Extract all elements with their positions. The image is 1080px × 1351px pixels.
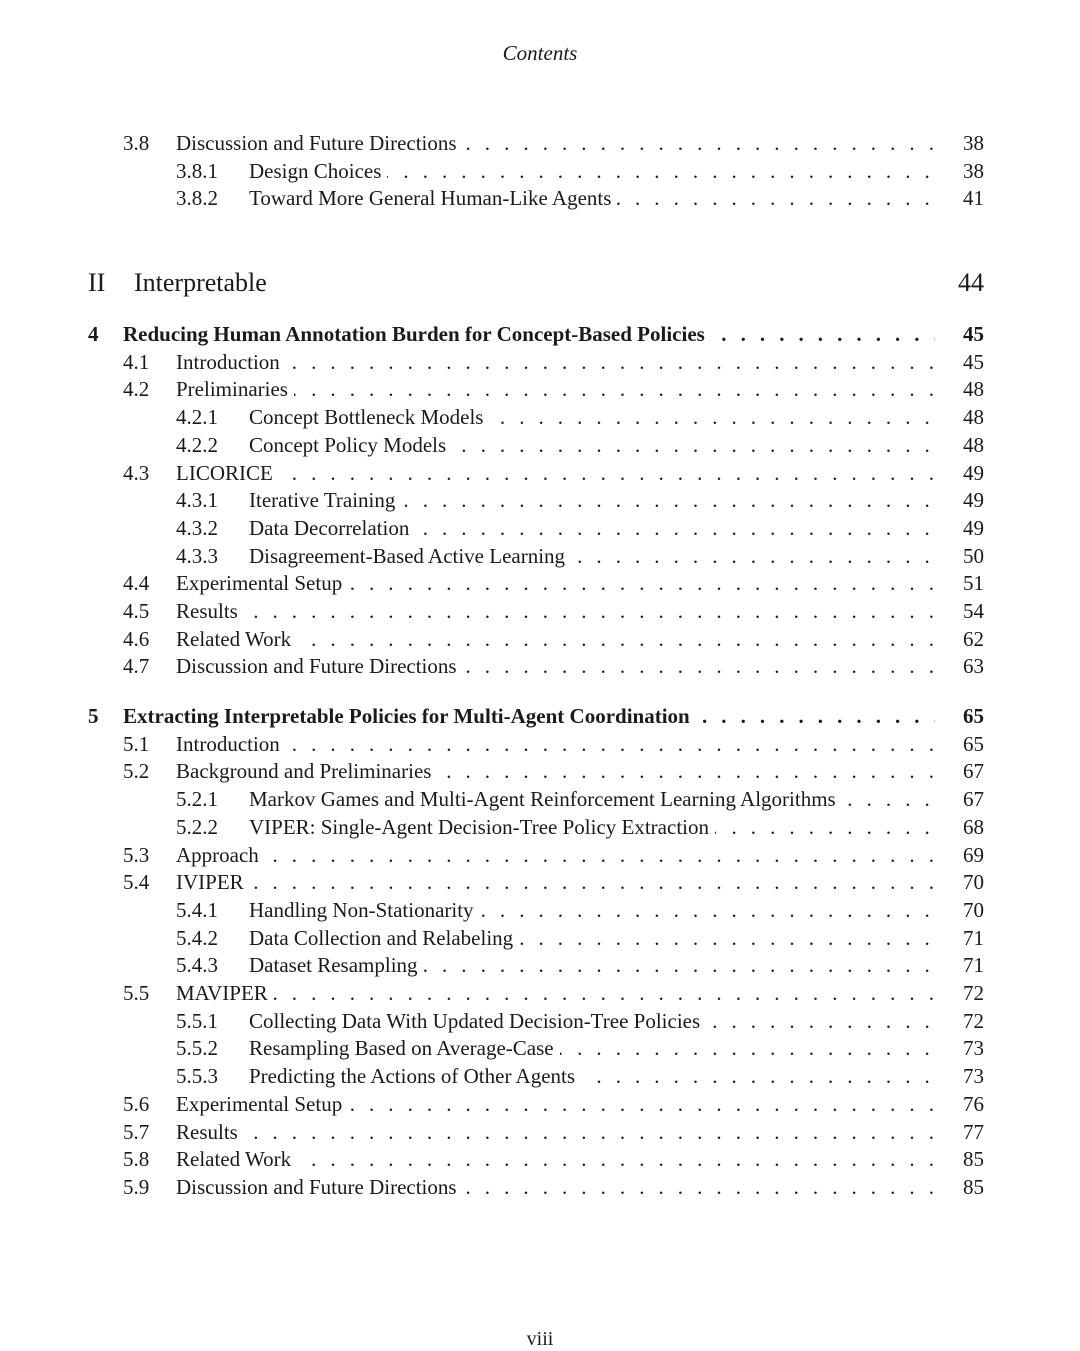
toc-entry-title: Toward More General Human-Like Agents <box>249 186 617 210</box>
toc-entry-title: Predicting the Actions of Other Agents <box>249 1064 581 1088</box>
toc-entry-title-with-leader-dots <box>249 813 935 841</box>
toc-entry-number: 4.3 <box>123 460 150 485</box>
toc-entry-page-number: 67 <box>963 787 984 812</box>
toc-entry-title-with-leader-dots <box>176 1145 935 1173</box>
toc-entry-page-number: 48 <box>963 377 984 402</box>
toc-entry-page-number: 38 <box>963 131 984 155</box>
toc-entry-title-with-leader-dots <box>176 730 935 758</box>
toc-entry-number: 5.1 <box>123 731 150 756</box>
toc-entry-page-number: 48 <box>963 405 984 430</box>
toc-entry-title: Introduction <box>176 350 286 374</box>
toc-entry-number: 4.2 <box>123 377 150 402</box>
toc-entry-number: 5.5.2 <box>176 1036 218 1061</box>
toc-entry-title-with-leader-dots <box>176 1090 935 1118</box>
toc-section-entry[interactable] <box>0 459 1080 487</box>
toc-entry-page-number: 54 <box>963 599 984 623</box>
toc-entry-title-with-leader-dots <box>249 403 935 431</box>
toc-entry-page-number: 65 <box>963 704 984 728</box>
toc-entry-page-number: 72 <box>963 981 984 1005</box>
toc-entry-title-with-leader-dots <box>176 1118 935 1146</box>
toc-entry-title-with-leader-dots <box>249 431 935 459</box>
toc-subsection-entry[interactable] <box>0 924 1080 952</box>
toc-subsection-entry[interactable] <box>0 1034 1080 1062</box>
toc-entry-title-with-leader-dots <box>176 652 935 680</box>
toc-entry-title: Concept Bottleneck Models <box>249 405 489 429</box>
toc-entry-title-with-leader-dots <box>176 375 935 403</box>
toc-entry-page-number: 72 <box>963 1008 984 1033</box>
toc-entry-number: 5.5.1 <box>176 1008 218 1033</box>
toc-entry-title: Resampling Based on Average-Case <box>249 1036 560 1060</box>
toc-entry-page-number: 48 <box>963 432 984 457</box>
part-title: Interpretable <box>134 268 267 297</box>
toc-entry-title: Experimental Setup <box>176 571 348 595</box>
toc-entry-title-with-leader-dots <box>176 597 935 625</box>
toc-entry-page-number: 73 <box>963 1064 984 1089</box>
toc-entry-title-with-leader-dots <box>249 896 935 924</box>
toc-entry-number: 5.2 <box>123 759 150 784</box>
toc-entry-page-number: 71 <box>963 925 984 950</box>
toc-section-entry[interactable] <box>0 625 1080 653</box>
toc-chapter-entry[interactable] <box>0 702 1080 730</box>
toc-entry-page-number: 68 <box>963 814 984 839</box>
toc-entry-title: Results <box>176 599 244 623</box>
toc-entry-title: Collecting Data With Updated Decision-Tree Policies <box>249 1009 706 1033</box>
page-folio: viii <box>526 1328 554 1350</box>
toc-entry-number: 4.5 <box>123 599 150 623</box>
toc-section-entry[interactable] <box>0 1145 1080 1173</box>
toc-entry-title: Results <box>176 1120 244 1144</box>
toc-entry-number: 5.8 <box>123 1147 150 1172</box>
toc-entry-number: 5.5 <box>123 981 150 1005</box>
toc-entry-title-with-leader-dots <box>249 951 935 979</box>
toc-entry-title-with-leader-dots <box>249 1007 935 1035</box>
toc-entry-number: 4.3.2 <box>176 515 218 540</box>
toc-entry-title-with-leader-dots <box>176 625 935 653</box>
toc-entry-number: 5.4.1 <box>176 897 218 922</box>
toc-entry-number: 5.7 <box>123 1119 150 1144</box>
toc-chapter-entry[interactable] <box>0 320 1080 348</box>
toc-entry-title: Iterative Training <box>249 488 401 512</box>
toc-subsection-entry[interactable] <box>0 542 1080 570</box>
toc-entry-title: IVIPER <box>176 870 250 894</box>
toc-entry-number: 4.3.3 <box>176 543 218 568</box>
toc-entry-title: Reducing Human Annotation Burden for Concept-Based Policies <box>123 322 711 346</box>
toc-entry-number: 4.2.1 <box>176 405 218 430</box>
toc-entry-page-number: 77 <box>963 1119 984 1144</box>
toc-entry-title: Design Choices <box>249 159 387 183</box>
toc-entry-page-number: 45 <box>963 322 984 346</box>
toc-section-entry[interactable] <box>0 757 1080 785</box>
running-head: Contents <box>502 41 578 65</box>
toc-entry-title: Concept Policy Models <box>249 433 452 457</box>
toc-section-entry[interactable] <box>0 1173 1080 1201</box>
toc-entry-page-number: 85 <box>963 1147 984 1172</box>
toc-subsection-entry[interactable] <box>0 514 1080 542</box>
toc-entry-number: 5.4.3 <box>176 953 218 978</box>
toc-entry-page-number: 65 <box>963 731 984 756</box>
toc-entry-page-number: 49 <box>963 460 984 485</box>
toc-entry-number: 4.1 <box>123 349 150 374</box>
toc-entry-number: 4.2.2 <box>176 432 218 457</box>
toc-entry-number: 4.6 <box>123 626 150 651</box>
toc-entry-title-with-leader-dots <box>176 757 935 785</box>
toc-subsection-entry[interactable] <box>0 431 1080 459</box>
part-page-number: 44 <box>958 268 984 297</box>
toc-entry-page-number: 85 <box>963 1174 984 1199</box>
toc-entry-page-number: 62 <box>963 626 984 651</box>
part-heading[interactable] <box>0 266 1080 300</box>
toc-entry-page-number: 76 <box>963 1091 984 1116</box>
toc-subsection-entry[interactable] <box>0 157 1080 185</box>
toc-entry-title: Handling Non-Stationarity <box>249 898 480 922</box>
toc-section-entry[interactable] <box>0 375 1080 403</box>
toc-subsection-entry[interactable] <box>0 184 1080 212</box>
toc-entry-page-number: 45 <box>963 349 984 374</box>
toc-entry-title-with-leader-dots <box>249 514 935 542</box>
toc-section-entry[interactable] <box>0 569 1080 597</box>
toc-section-entry[interactable] <box>0 597 1080 625</box>
toc-entry-page-number: 71 <box>963 953 984 978</box>
toc-entry-title: Extracting Interpretable Policies for Multi-Agent Coordination <box>123 704 696 728</box>
toc-entry-title: Discussion and Future Directions <box>176 1175 463 1199</box>
part-number: II <box>88 268 106 297</box>
toc-entry-title: MAVIPER <box>176 981 274 1005</box>
toc-entry-title: Discussion and Future Directions <box>176 654 463 678</box>
toc-entry-title: Introduction <box>176 732 286 756</box>
toc-entry-title-with-leader-dots <box>249 157 935 185</box>
toc-entry-number: 5.6 <box>123 1091 150 1116</box>
toc-entry-number: 5.5.3 <box>176 1064 218 1089</box>
toc-entry-title: Experimental Setup <box>176 1092 348 1116</box>
toc-section-entry[interactable] <box>0 730 1080 758</box>
toc-entry-title-with-leader-dots <box>176 348 935 376</box>
toc-entry-number: 5.4.2 <box>176 925 218 950</box>
toc-subsection-entry[interactable] <box>0 1062 1080 1090</box>
toc-entry-page-number: 41 <box>963 186 984 211</box>
toc-entry-title-with-leader-dots <box>249 486 935 514</box>
toc-entry-page-number: 49 <box>963 515 984 540</box>
toc-entry-number: 5.2.1 <box>176 787 218 812</box>
toc-entry-title-with-leader-dots <box>249 924 935 952</box>
toc-entry-page-number: 38 <box>963 158 984 183</box>
toc-entry-page-number: 70 <box>963 897 984 922</box>
toc-section-entry[interactable] <box>0 348 1080 376</box>
toc-section-entry[interactable] <box>0 652 1080 680</box>
toc-entry-number: 4.4 <box>123 571 150 596</box>
toc-entry-title-with-leader-dots <box>176 129 935 157</box>
toc-entry-title: Preliminaries <box>176 377 294 401</box>
toc-entry-title-with-leader-dots <box>249 1062 935 1090</box>
toc-entry-number: 3.8 <box>123 131 150 155</box>
toc-entry-title: Related Work <box>176 627 297 651</box>
toc-entry-number: 5 <box>88 704 99 728</box>
toc-entry-number: 5.9 <box>123 1174 150 1199</box>
toc-subsection-entry[interactable] <box>0 896 1080 924</box>
toc-entry-title-with-leader-dots <box>249 184 935 212</box>
toc-entry-title-with-leader-dots <box>176 459 935 487</box>
toc-entry-page-number: 69 <box>963 842 984 867</box>
toc-entry-title: Background and Preliminaries <box>176 759 437 783</box>
toc-subsection-entry[interactable] <box>0 951 1080 979</box>
toc-entry-number: 4 <box>88 322 99 346</box>
toc-section-entry[interactable] <box>0 1118 1080 1146</box>
toc-entry-title: Data Decorrelation <box>249 516 415 540</box>
toc-entry-number: 5.4 <box>123 870 150 895</box>
toc-entry-title: LICORICE <box>176 461 279 485</box>
toc-section-entry[interactable] <box>0 868 1080 896</box>
toc-section-entry[interactable] <box>0 841 1080 869</box>
toc-entry-page-number: 73 <box>963 1036 984 1061</box>
toc-entry-title: Data Collection and Relabeling <box>249 926 519 950</box>
toc-subsection-entry[interactable] <box>0 486 1080 514</box>
toc-subsection-entry[interactable] <box>0 1007 1080 1035</box>
toc-entry-page-number: 51 <box>963 571 984 596</box>
toc-entry-title-with-leader-dots <box>176 569 935 597</box>
toc-entry-title: Related Work <box>176 1147 297 1171</box>
toc-section-entry[interactable] <box>0 979 1080 1007</box>
toc-subsection-entry[interactable] <box>0 785 1080 813</box>
toc-section-entry[interactable] <box>0 129 1080 157</box>
toc-entry-title: Dataset Resampling <box>249 953 424 977</box>
toc-entry-title-with-leader-dots <box>176 868 935 896</box>
toc-entry-page-number: 70 <box>963 870 984 895</box>
toc-entry-number: 3.8.2 <box>176 186 218 211</box>
toc-entry-title: Discussion and Future Directions <box>176 131 463 155</box>
toc-entry-page-number: 63 <box>963 654 984 679</box>
toc-entry-title-with-leader-dots <box>176 979 935 1007</box>
toc-entry-title: Approach <box>176 843 265 867</box>
toc-entry-title-with-leader-dots <box>249 785 935 813</box>
toc-entry-title: VIPER: Single-Agent Decision-Tree Policy Extraction <box>249 815 715 839</box>
toc-entry-page-number: 67 <box>963 759 984 784</box>
toc-entry-title: Disagreement-Based Active Learning <box>249 544 571 568</box>
toc-entry-page-number: 50 <box>963 543 984 568</box>
toc-entry-number: 5.2.2 <box>176 814 218 839</box>
toc-subsection-entry[interactable] <box>0 813 1080 841</box>
toc-entry-title: Markov Games and Multi-Agent Reinforcement Learning Algorithms <box>249 787 842 811</box>
toc-subsection-entry[interactable] <box>0 403 1080 431</box>
toc-section-entry[interactable] <box>0 1090 1080 1118</box>
toc-entry-page-number: 49 <box>963 488 984 513</box>
toc-entry-title-with-leader-dots <box>176 1173 935 1201</box>
toc-entry-number: 5.3 <box>123 842 150 867</box>
toc-entry-title-with-leader-dots <box>176 841 935 869</box>
toc-entry-title-with-leader-dots <box>249 542 935 570</box>
toc-entry-title-with-leader-dots <box>249 1034 935 1062</box>
toc-entry-number: 4.7 <box>123 654 150 679</box>
toc-entry-title-with-leader-dots <box>123 702 935 730</box>
toc-entry-number: 4.3.1 <box>176 488 218 513</box>
toc-entry-title-with-leader-dots <box>123 320 935 348</box>
toc-entry-number: 3.8.1 <box>176 158 218 183</box>
